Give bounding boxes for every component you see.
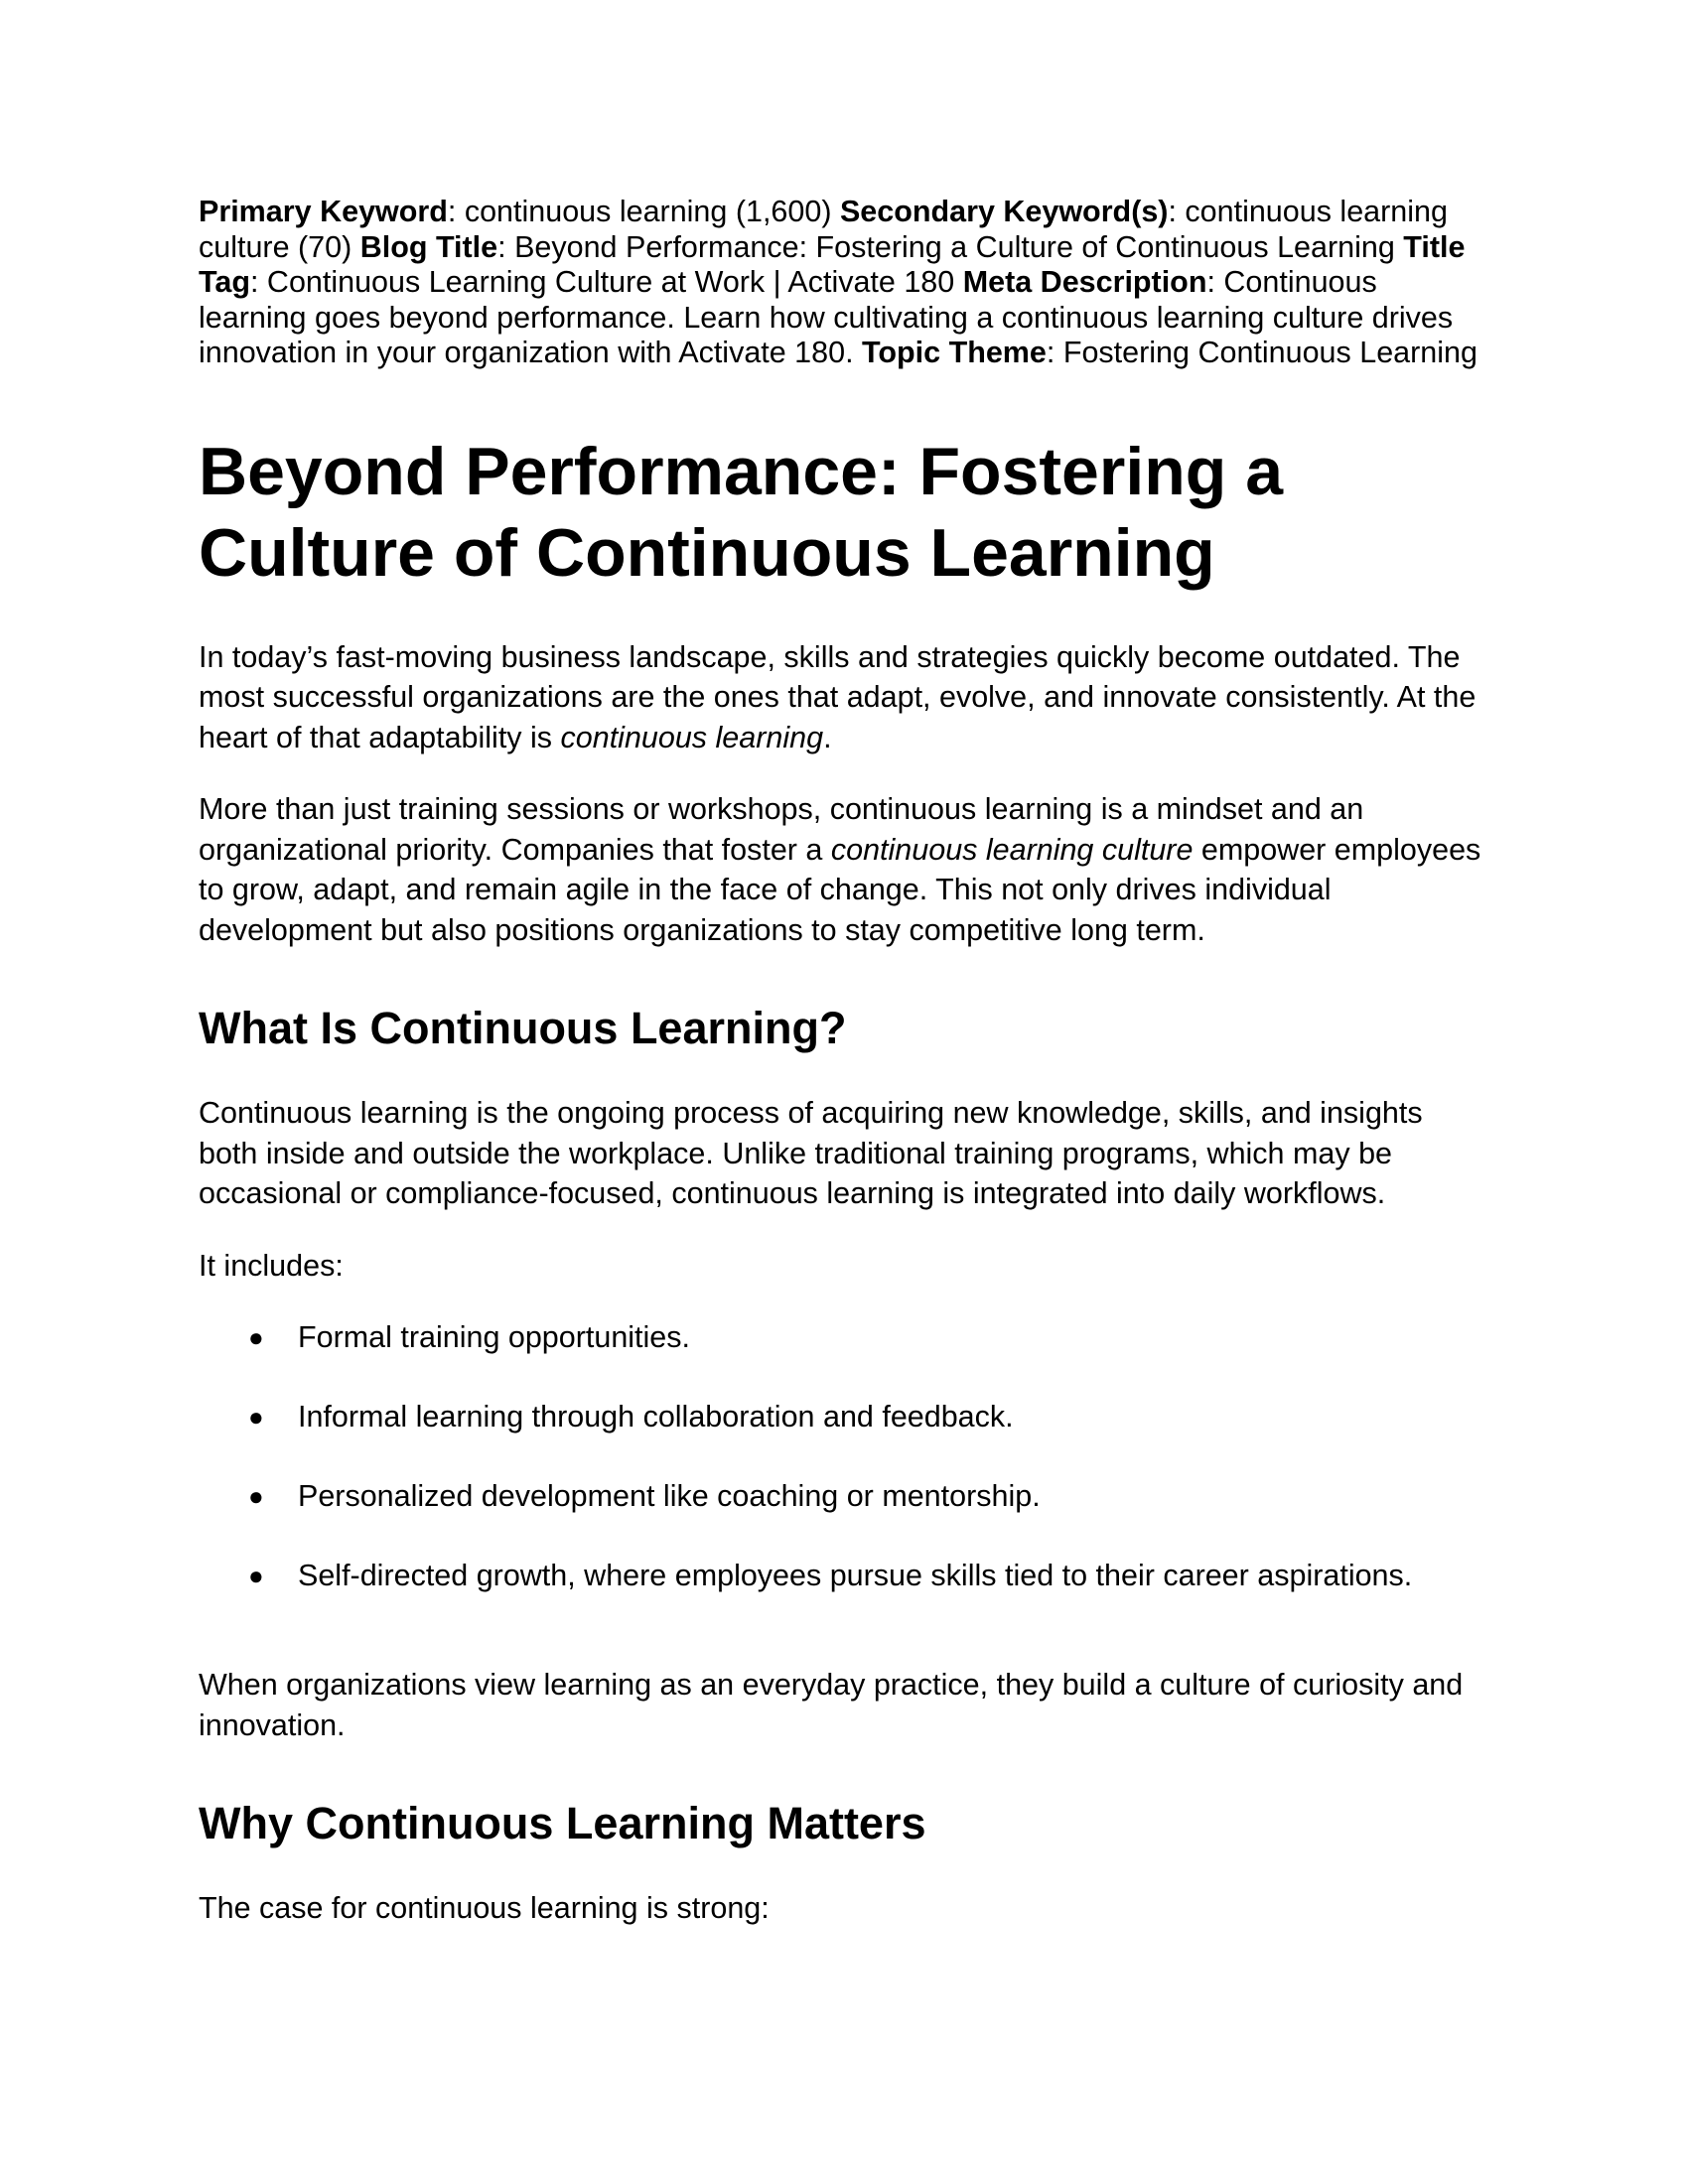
section1-paragraph-3: When organizations view learning as an everyday practice, they build a culture of curiosity and innovation. [199, 1668, 1464, 1742]
list-item [199, 1397, 1489, 1436]
intro-p2-emphasis: continuous learning culture [830, 832, 1194, 867]
section-heading-what-is: What Is Continuous Learning? [199, 1003, 847, 1053]
bullet-icon: ● [248, 1322, 264, 1352]
intro-paragraph-2 [199, 789, 1489, 950]
document-title: Beyond Performance: Fostering a Culture of Continuous Learning [199, 433, 1284, 591]
meta-description-label: Meta Description [962, 265, 1207, 299]
intro-p1-text: In today’s fast-moving business landscape, skills and strategies quickly become outdated. The most successful organizations are the ones that adapt, evolve, and innovate consistently. At the heart of that adaptability is [199, 639, 1477, 754]
list-item [199, 1476, 1489, 1516]
intro-p1-emphasis: continuous learning [560, 720, 824, 754]
meta-description-value: : Continuous learning goes beyond performance. Learn how cultivating a continuous learning culture drives innovation in your organization with Activate 180. [199, 265, 1454, 369]
section-heading-why-matters: Why Continuous Learning Matters [199, 1798, 926, 1848]
document-content [199, 195, 1489, 1929]
section2-paragraph-1: The case for continuous learning is strong: [199, 1891, 770, 1925]
intro-p2-text: More than just training sessions or workshops, continuous learning is a mindset and an organizational priority. Companies that foster a [199, 792, 1364, 867]
list-item-text: Formal training opportunities. [298, 1320, 690, 1354]
primary-keyword-value: : continuous learning (1,600) [447, 195, 840, 228]
intro-paragraph-1 [199, 637, 1489, 758]
includes-list [199, 1317, 1489, 1595]
list-item [199, 1556, 1489, 1595]
title-tag-value: : Continuous Learning Culture at Work | Activate 180 [249, 265, 963, 299]
title-tag-label: Title Tag [199, 229, 1466, 299]
bullet-icon: ● [248, 1561, 264, 1590]
list-item-text: Personalized development like coaching or mentorship. [298, 1479, 1041, 1513]
bullet-icon: ● [248, 1402, 264, 1432]
secondary-keyword-label: Secondary Keyword(s) [839, 195, 1169, 228]
blog-title-label: Blog Title [359, 229, 498, 264]
primary-keyword-label: Primary Keyword [199, 195, 448, 228]
list-item-text: Self-directed growth, where employees pursue skills tied to their career aspirations. [298, 1559, 1413, 1592]
section1-paragraph-2: It includes: [199, 1248, 344, 1283]
seo-metadata-block [199, 195, 1489, 371]
intro-p1-end: . [823, 720, 832, 754]
intro-p2-end: empower employees to grow, adapt, and remain agile in the face of change. This not only drives individual development but also positions organizations to stay competitive long term. [199, 832, 1481, 947]
secondary-keyword-value: : continuous learning culture (70) [199, 195, 1448, 264]
bullet-icon: ● [248, 1481, 264, 1511]
list-item [199, 1317, 1489, 1357]
topic-theme-value: : Fostering Continuous Learning [1046, 336, 1477, 369]
list-item-text: Informal learning through collaboration and feedback. [298, 1400, 1014, 1433]
blog-title-value: : Beyond Performance: Fostering a Culture of Continuous Learning [497, 229, 1404, 264]
topic-theme-label: Topic Theme [862, 336, 1047, 369]
section1-paragraph-1: Continuous learning is the ongoing process of acquiring new knowledge, skills, and insights both inside and outside the workplace. Unlike traditional training programs, which may be occasional or compliance-focused, continuous learning is integrated into daily workflows. [199, 1096, 1423, 1210]
